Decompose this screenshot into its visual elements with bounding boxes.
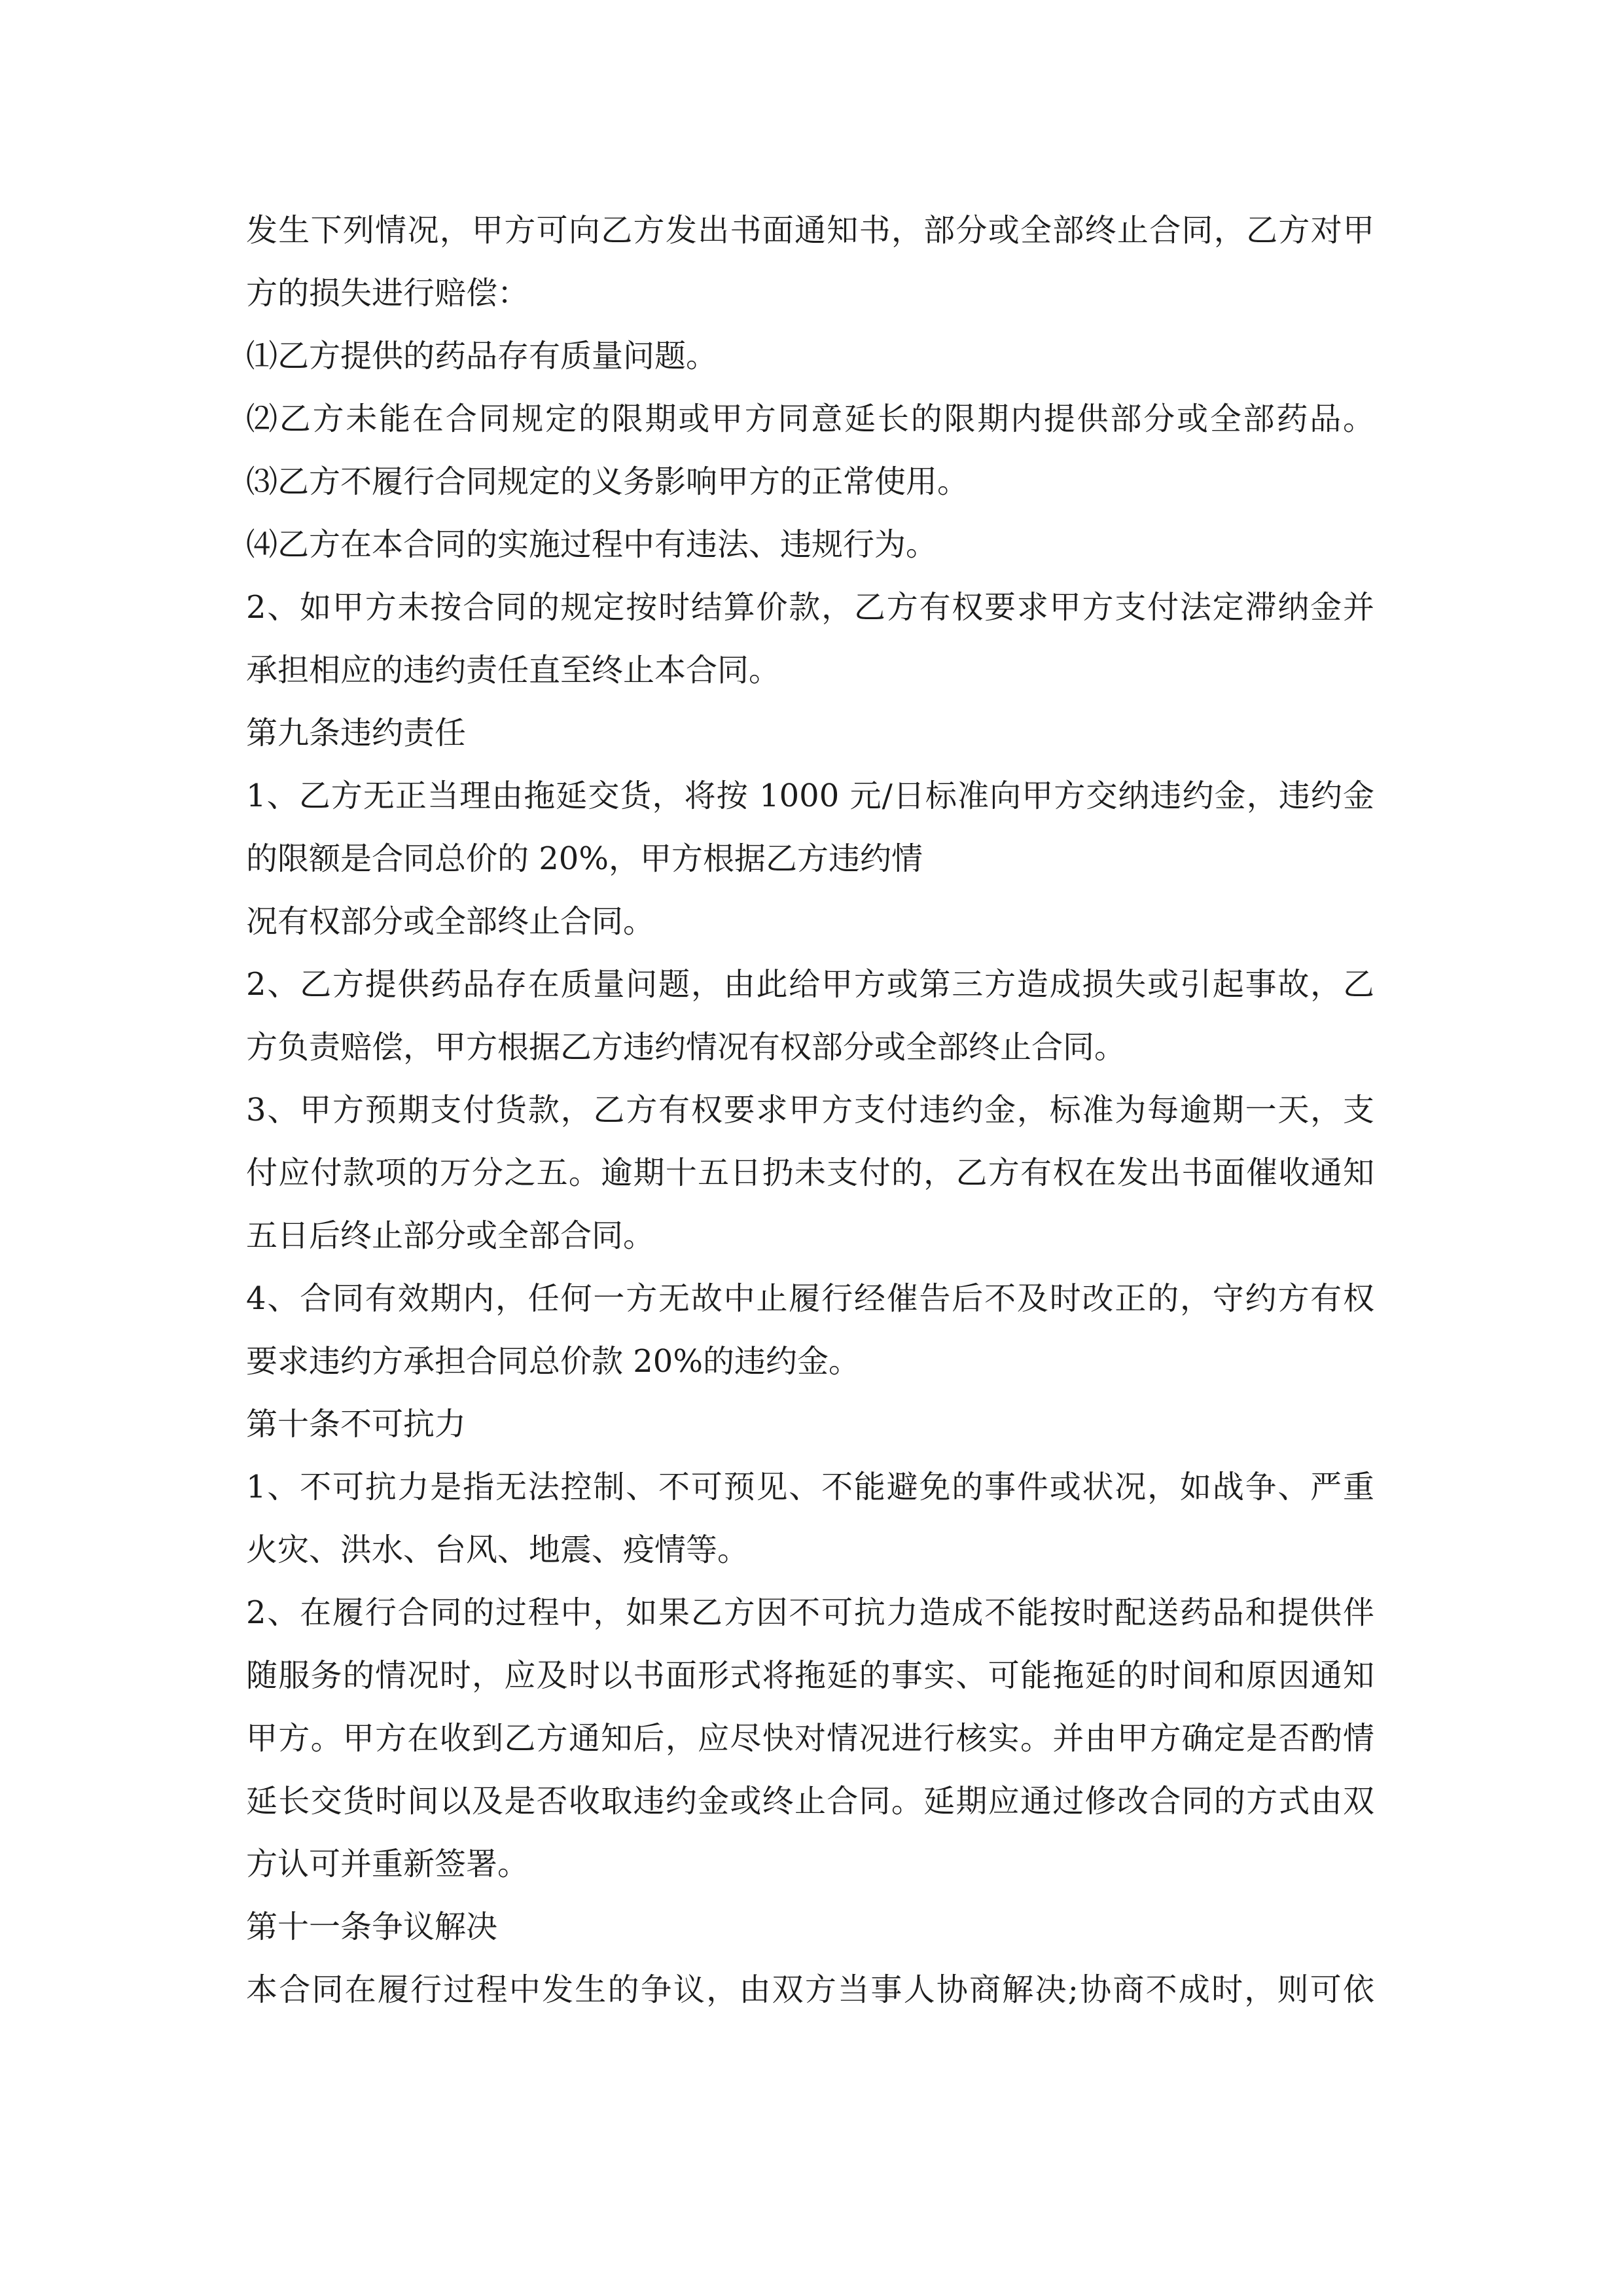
text-line: 1、乙方无正当理由拖延交货，将按 1000 元/日标准向甲方交纳违约金，违约金 (246, 778, 1374, 814)
text-line: 2、如甲方未按合同的规定按时结算价款，乙方有权要求甲方支付法定滞纳金并 (246, 589, 1374, 626)
section-heading: 第九条违约责任 (246, 715, 467, 751)
list-item: ⑴乙方提供的药品存有质量问题。 (246, 338, 718, 374)
text-line: 方负责赔偿，甲方根据乙方违约情况有权部分或全部终止合同。 (246, 1029, 1126, 1066)
text-line: 3、甲方预期支付货款，乙方有权要求甲方支付违约金，标准为每逾期一天，支 (246, 1092, 1374, 1128)
list-item: ⑷乙方在本合同的实施过程中有违法、违规行为。 (246, 526, 938, 563)
text-line: 五日后终止部分或全部合同。 (246, 1217, 655, 1254)
text-line: 付应付款项的万分之五。逾期十五日扔未支付的，乙方有权在发出书面催收通知 (246, 1155, 1374, 1191)
text-line: 发生下列情况，甲方可向乙方发出书面通知书，部分或全部终止合同，乙方对甲 (246, 212, 1374, 249)
contract-text-body (246, 0, 1374, 2296)
text-line: 甲方。甲方在收到乙方通知后，应尽快对情况进行核实。并由甲方确定是否酌情 (246, 1720, 1374, 1757)
list-item: ⑵乙方未能在合同规定的限期或甲方同意延长的限期内提供部分或全部药品。 (246, 401, 1374, 437)
text-line: 要求违约方承担合同总价款 20%的违约金。 (246, 1343, 860, 1380)
text-line: 火灾、洪水、台风、地震、疫情等。 (246, 1532, 749, 1568)
text-line: 延长交货时间以及是否收取违约金或终止合同。延期应通过修改合同的方式由双 (246, 1783, 1374, 1820)
text-line: 承担相应的违约责任直至终止本合同。 (246, 652, 781, 689)
text-line: 随服务的情况时，应及时以书面形式将拖延的事实、可能拖延的时间和原因通知 (246, 1657, 1374, 1694)
text-line: 的限额是合同总价的 20%，甲方根据乙方违约情 (246, 840, 923, 877)
section-heading: 第十一条争议解决 (246, 1909, 498, 1945)
text-line: 况有权部分或全部终止合同。 (246, 903, 655, 940)
text-line: 4、合同有效期内，任何一方无故中止履行经催告后不及时改正的，守约方有权 (246, 1280, 1374, 1317)
text-line: 本合同在履行过程中发生的争议，由双方当事人协商解决;协商不成时，则可依 (246, 1971, 1374, 2008)
list-item: ⑶乙方不履行合同规定的义务影响甲方的正常使用。 (246, 463, 969, 500)
text-line: 方认可并重新签署。 (246, 1846, 529, 1882)
text-line: 2、乙方提供药品存在质量问题，由此给甲方或第三方造成损失或引起事故，乙 (246, 966, 1374, 1003)
text-line: 2、在履行合同的过程中，如果乙方因不可抗力造成不能按时配送药品和提供伴 (246, 1594, 1374, 1631)
section-heading: 第十条不可抗力 (246, 1406, 467, 1443)
text-line: 方的损失进行赔偿： (246, 275, 529, 312)
text-line: 1、不可抗力是指无法控制、不可预见、不能避免的事件或状况，如战争、严重 (246, 1469, 1374, 1505)
